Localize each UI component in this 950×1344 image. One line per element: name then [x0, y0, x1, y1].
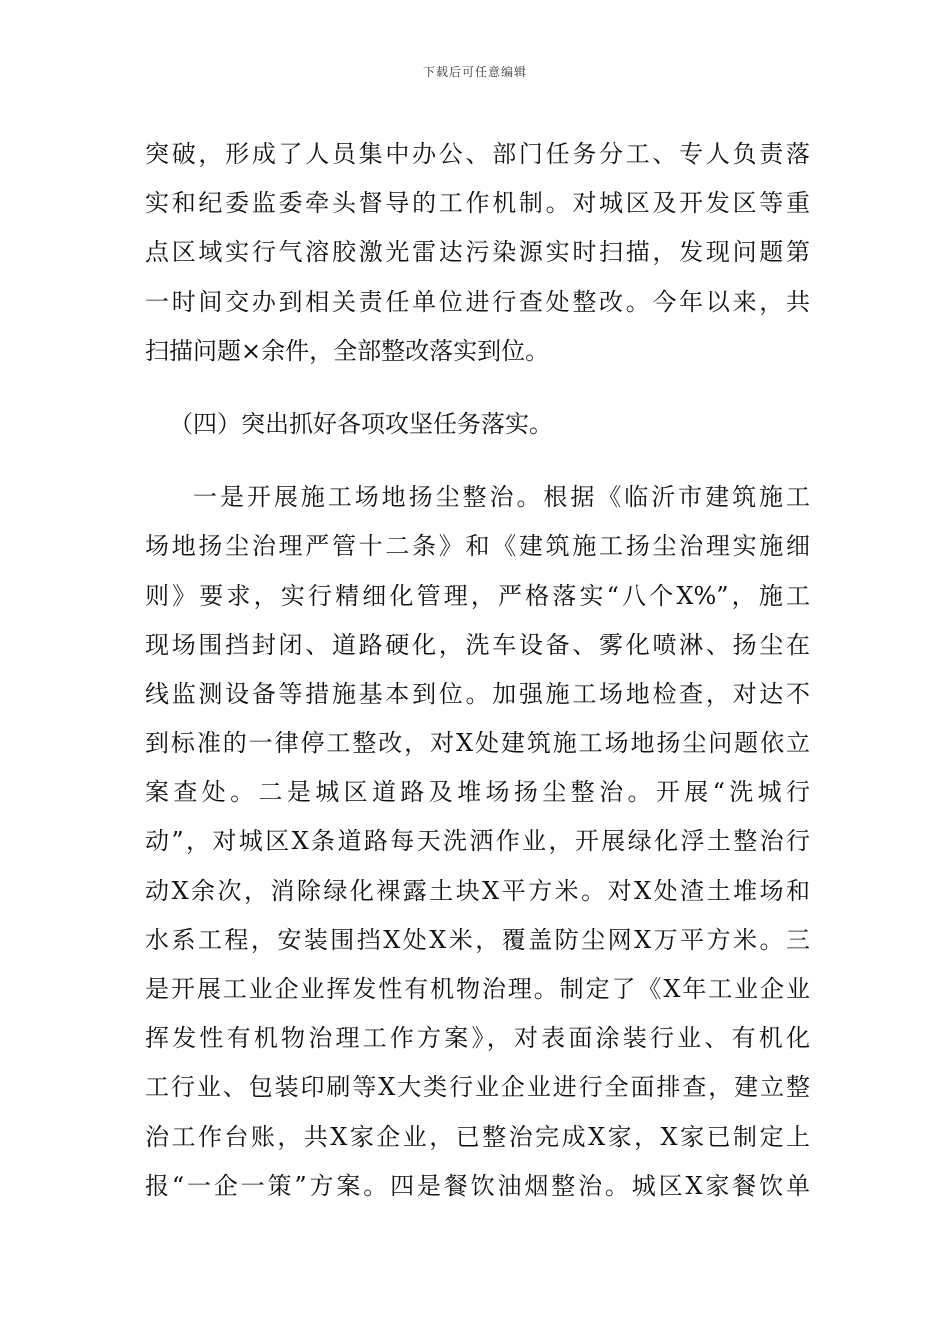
text-line: 场地扬尘治理严管十二条》和《建筑施工扬尘治理实施细: [145, 532, 810, 561]
page-header: 下载后可任意编辑: [422, 65, 527, 79]
text-line: 点区域实行气溶胶激光雷达污染源实时扫描，发现问题第: [145, 238, 810, 267]
text-line: 动X余次，消除绿化裸露土块X平方米。对X处渣土堆场和: [145, 876, 810, 905]
text-line: 案查处。二是城区道路及堆场扬尘整治。开展“洗城行: [145, 778, 810, 807]
section-heading: [145, 400, 810, 449]
paragraph: [145, 130, 810, 376]
text-line: 现场围挡封闭、道路硬化，洗车设备、雾化喷淋、扬尘在: [145, 630, 810, 659]
text-line: 水系工程，安装围挡X处X米，覆盖防尘网X万平方米。三: [145, 925, 810, 954]
text-line: 挥发性有机物治理工作方案》，对表面涂装行业、有机化: [145, 1024, 810, 1053]
text-line: 一是开展施工场地扬尘整治。根据《临沂市建筑施工: [193, 483, 810, 512]
text-line: 工行业、包装印刷等X大类行业企业进行全面排查，建立整: [145, 1073, 810, 1102]
text-line: 治工作台账，共X家企业，已整治完成X家，X家已制定上: [145, 1122, 810, 1151]
document-body: [145, 130, 810, 1211]
text-line: 是开展工业企业挥发性有机物治理。制定了《X年工业企业: [145, 975, 810, 1003]
text-line: 动”，对城区X条道路每天洗洒作业，开展绿化浮土整治行: [145, 827, 810, 856]
text-line: 一时间交办到相关责任单位进行查处整改。今年以来，共: [145, 287, 810, 316]
text-line: 线监测设备等措施基本到位。加强施工场地检查，对达不: [145, 679, 810, 708]
text-line: 则》要求，实行精细化管理，严格落实“八个X%”，施工: [145, 581, 810, 610]
text-line: 扫描问题×余件，全部整改落实到位。: [145, 336, 550, 365]
text-line: 到标准的一律停工整改，对X处建筑施工场地扬尘问题依立: [145, 729, 810, 758]
text-line: 突破，形成了人员集中办公、部门任务分工、专人负责落: [145, 140, 810, 168]
heading-line: （四）突出抓好各项攻坚任务落实。: [169, 409, 553, 438]
paragraph: [145, 473, 810, 1211]
text-line: 报“一企一策”方案。四是餐饮油烟整治。城区X家餐饮单: [145, 1171, 810, 1200]
text-line: 实和纪委监委牵头督导的工作机制。对城区及开发区等重: [145, 189, 810, 218]
